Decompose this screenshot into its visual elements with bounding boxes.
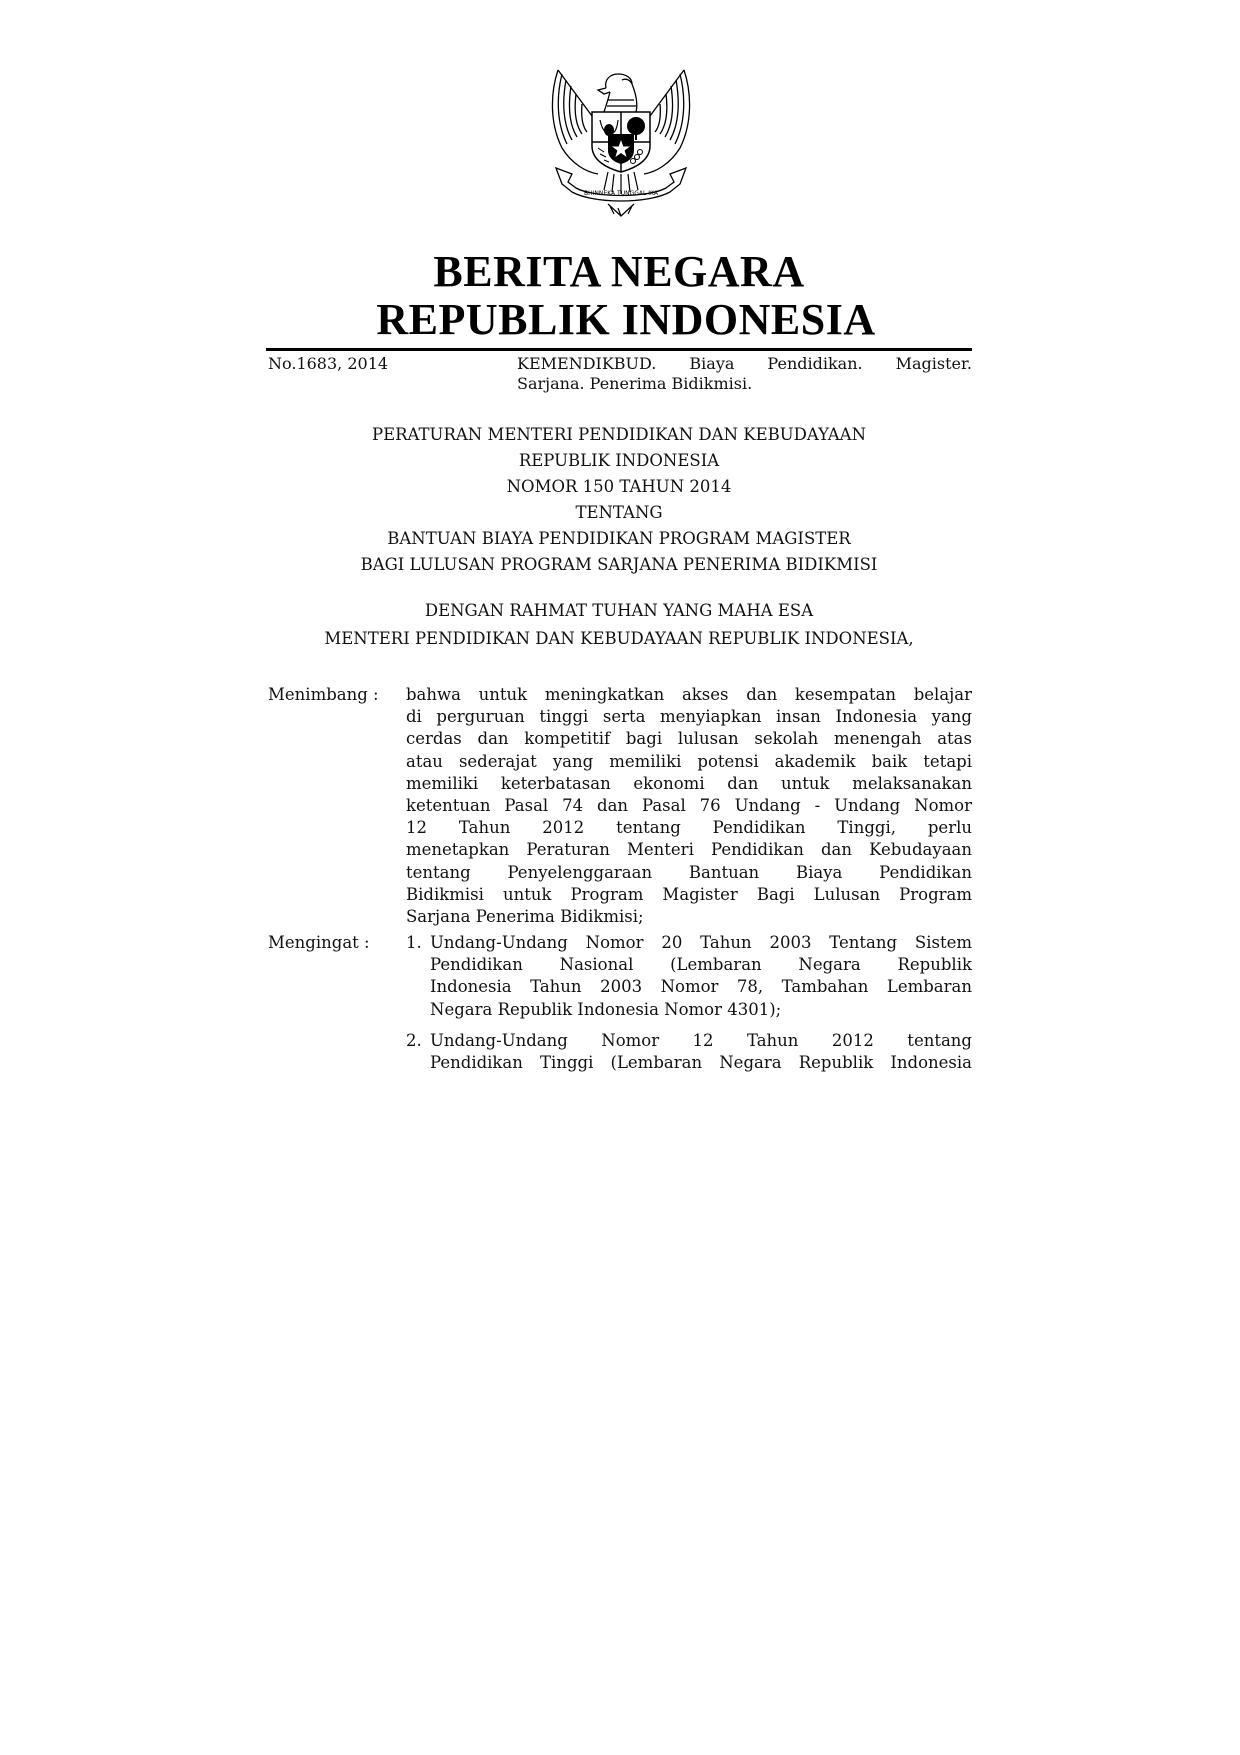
body-line: tentang Penyelenggaraan Bantuan Biaya Pendidikan [406,862,972,882]
item-line: Pendidikan Tinggi (Lembaran Negara Republik Indonesia [430,1053,972,1073]
regulation-title [266,422,972,578]
item-line: Undang-Undang Nomor 12 Tahun 2012 tentang [430,1031,972,1050]
title-line: NOMOR 150 TAHUN 2014 [506,477,732,496]
gazette-subject-line: Sarjana. Penerima Bidikmisi. [517,374,753,393]
title-line: REPUBLIK INDONESIA [518,451,720,470]
item-number: 2. [406,1031,422,1050]
body-line: 12 Tahun 2012 tentang Pendidikan Tinggi, perlu [406,818,972,838]
item-line: Pendidikan Nasional (Lembaran Negara Republik [430,955,972,975]
body-line: cerdas dan kompetitif bagi lulusan sekolah menengah atas [406,729,972,749]
clause-label: Mengingat : [268,933,370,952]
item-line: Undang-Undang Nomor 20 Tahun 2003 Tentang Sistem [430,933,972,952]
body-line: Bidikmisi untuk Program Magister Bagi Lulusan Program [406,884,972,904]
body-line: menetapkan Peraturan Menteri Pendidikan dan Kebudayaan [406,840,972,860]
body-line: atau sederajat yang memiliki potensi akademik baik tetapi [406,751,972,771]
clause-body [406,684,972,928]
body-line: bahwa untuk meningkatkan akses dan kesempatan belajar [406,685,972,704]
emblem-motto: BHINNEKA TUNGGAL IKA [584,190,658,197]
body-line: di perguruan tinggi serta menyiapkan insan Indonesia yang [406,707,972,727]
body-line: memiliki keterbatasan ekonomi dan untuk melaksanakan [406,773,972,793]
preamble [266,597,972,653]
item-text [430,932,972,1021]
garuda-emblem-icon [548,64,694,218]
item-text [430,1030,972,1074]
clause-label: Menimbang : [268,685,379,704]
gazette-subject-line: KEMENDIKBUD. Biaya Pendidikan. Magister. [517,354,972,373]
masthead-divider [266,348,972,351]
title-line: TENTANG [575,503,663,522]
preamble-line: DENGAN RAHMAT TUHAN YANG MAHA ESA [424,601,814,620]
item-line: Negara Republik Indonesia Nomor 4301); [430,999,782,1019]
body-line: ketentuan Pasal 74 dan Pasal 76 Undang - Undang Nomor [406,796,972,816]
masthead-title-line1: BERITA NEGARA [433,247,805,296]
title-line: PERATURAN MENTERI PENDIDIKAN DAN KEBUDAYAAN [371,425,867,444]
title-line: BANTUAN BIAYA PENDIDIKAN PROGRAM MAGISTER [387,529,851,548]
item-number: 1. [406,933,422,952]
masthead-title-line2: REPUBLIK INDONESIA [376,295,876,344]
title-line: BAGI LULUSAN PROGRAM SARJANA PENERIMA BIDIKMISI [360,555,878,574]
preamble-line: MENTERI PENDIDIKAN DAN KEBUDAYAAN REPUBLIK INDONESIA, [324,629,914,648]
item-line: Indonesia Tahun 2003 Nomor 78, Tambahan Lembaran [430,977,972,997]
gazette-number: No.1683, 2014 [268,354,389,373]
body-line: Sarjana Penerima Bidikmisi; [406,907,644,927]
gazette-subject [517,354,972,394]
